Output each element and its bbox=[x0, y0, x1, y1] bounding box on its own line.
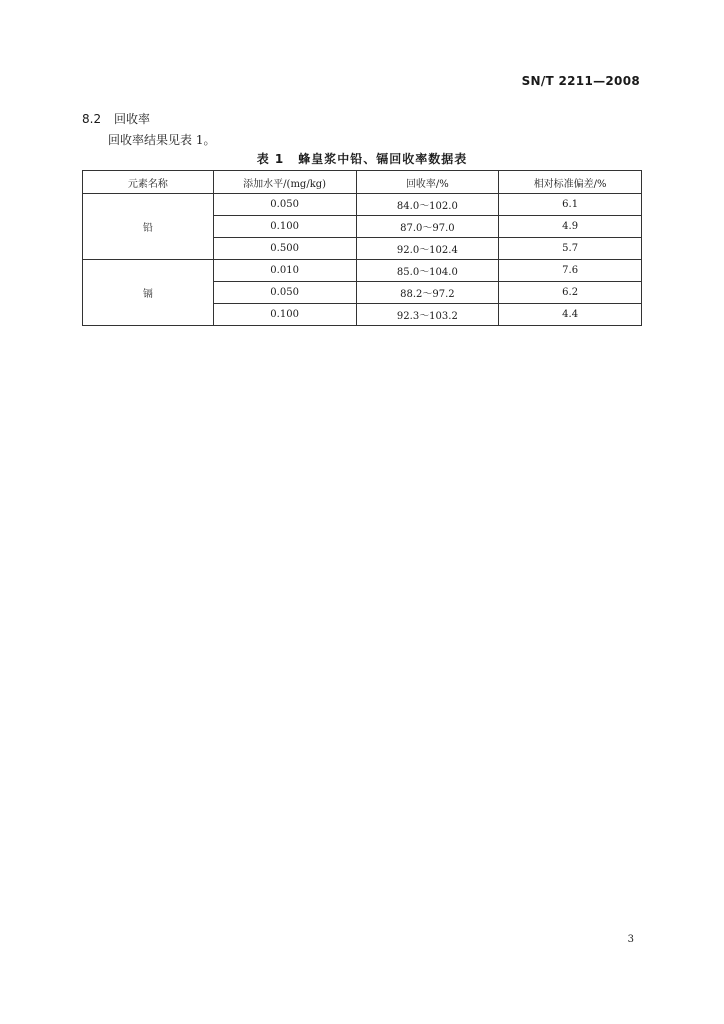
rsd-cell: 6.2 bbox=[499, 282, 642, 304]
recovery-cell: 87.0～97.0 bbox=[356, 216, 499, 238]
rsd-cell: 4.4 bbox=[499, 304, 642, 326]
rsd-cell: 7.6 bbox=[499, 260, 642, 282]
standard-code: SN/T 2211—2008 bbox=[521, 74, 640, 88]
section-title: 回收率 bbox=[114, 112, 151, 126]
element-name-cell: 铅 bbox=[83, 194, 214, 260]
table-caption-number: 表 1 bbox=[256, 152, 285, 166]
recovery-cell: 88.2～97.2 bbox=[356, 282, 499, 304]
column-header: 添加水平/(mg/kg) bbox=[213, 171, 356, 194]
section-intro: 回收率结果见表 1。 bbox=[108, 133, 216, 147]
rsd-cell: 4.9 bbox=[499, 216, 642, 238]
recovery-table bbox=[82, 170, 642, 326]
level-cell: 0.050 bbox=[213, 194, 356, 216]
section-heading bbox=[82, 110, 150, 127]
table-row bbox=[83, 194, 642, 216]
column-header: 元素名称 bbox=[83, 171, 214, 194]
element-name-cell: 镉 bbox=[83, 260, 214, 326]
column-header: 回收率/% bbox=[356, 171, 499, 194]
rsd-cell: 6.1 bbox=[499, 194, 642, 216]
recovery-cell: 92.0～102.4 bbox=[356, 238, 499, 260]
recovery-cell: 85.0～104.0 bbox=[356, 260, 499, 282]
level-cell: 0.100 bbox=[213, 216, 356, 238]
section-number: 8.2 bbox=[82, 112, 102, 126]
level-cell: 0.500 bbox=[213, 238, 356, 260]
table-header-row bbox=[83, 171, 642, 194]
rsd-cell: 5.7 bbox=[499, 238, 642, 260]
table-caption-title: 蜂皇浆中铅、镉回收率数据表 bbox=[298, 152, 468, 166]
column-header: 相对标准偏差/% bbox=[499, 171, 642, 194]
recovery-cell: 92.3～103.2 bbox=[356, 304, 499, 326]
table-row bbox=[83, 260, 642, 282]
level-cell: 0.100 bbox=[213, 304, 356, 326]
table-caption bbox=[0, 150, 724, 167]
page-number: 3 bbox=[627, 934, 634, 945]
recovery-cell: 84.0～102.0 bbox=[356, 194, 499, 216]
level-cell: 0.050 bbox=[213, 282, 356, 304]
level-cell: 0.010 bbox=[213, 260, 356, 282]
